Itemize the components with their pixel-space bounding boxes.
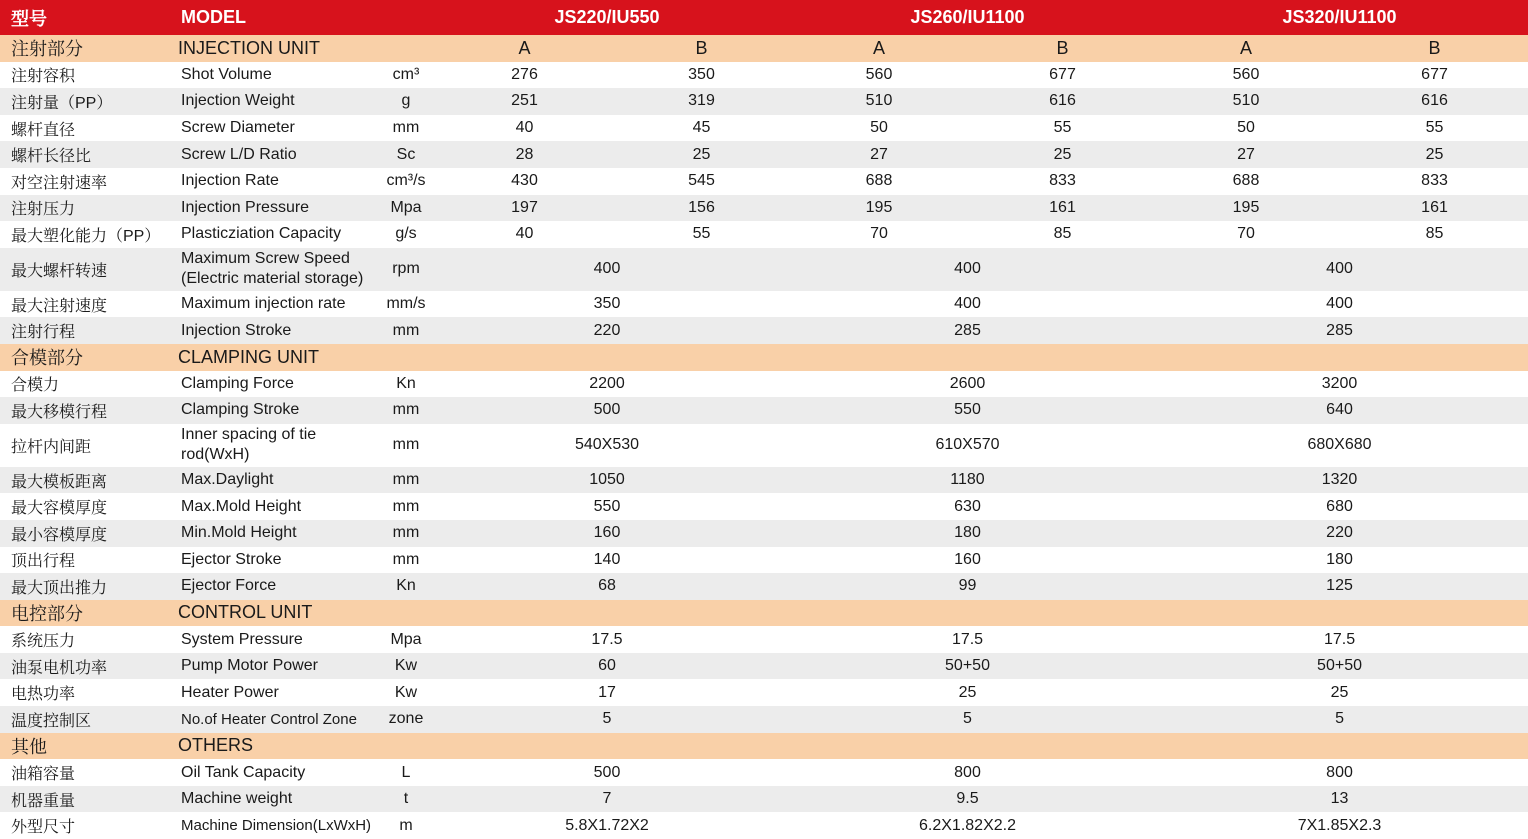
- param-value: 800: [1326, 763, 1353, 781]
- table-row: [0, 62, 1528, 89]
- param-value: 160: [954, 550, 981, 568]
- param-value: 5: [963, 710, 972, 728]
- param-name-en: Ejector Force: [181, 577, 277, 595]
- param-value: 400: [593, 260, 621, 278]
- param-name-zh: 对空注射速率: [11, 174, 108, 192]
- variant-label: A: [518, 37, 531, 58]
- variant-label: B: [1056, 37, 1069, 58]
- param-value: 550: [593, 497, 621, 515]
- param-name-zh: 油泵电机功率: [11, 659, 108, 677]
- header-row: [0, 0, 1528, 35]
- section-fill: [430, 733, 1528, 760]
- param-name-zh: 拉杆内间距: [11, 438, 92, 456]
- param-value: 680: [1326, 497, 1353, 515]
- param-value: 833: [1049, 172, 1076, 190]
- param-value: 17.5: [951, 630, 984, 648]
- param-name-zh: 油箱容量: [11, 766, 76, 784]
- section-row: [0, 35, 1528, 62]
- param-name-zh: 螺杆直径: [11, 121, 76, 139]
- table-row: [0, 759, 1528, 786]
- param-value: 510: [1232, 92, 1260, 110]
- param-value: 510: [865, 92, 893, 110]
- param-value: 195: [1232, 198, 1260, 216]
- param-name-zh: 外型尺寸: [11, 819, 76, 837]
- param-unit: Mpa: [390, 198, 422, 216]
- param-unit: mm: [392, 436, 420, 454]
- param-unit: cm³: [392, 65, 420, 83]
- param-value: 400: [954, 295, 981, 313]
- table-row: [0, 520, 1528, 547]
- param-unit: mm: [392, 524, 420, 542]
- param-unit: Sc: [396, 145, 416, 163]
- param-unit: rpm: [392, 260, 420, 278]
- param-value: 161: [1049, 198, 1076, 216]
- param-value: 550: [954, 401, 981, 419]
- param-value: 50: [1237, 119, 1255, 137]
- section-title-zh: 其他: [11, 736, 47, 757]
- header-model-zh: 型号: [11, 8, 47, 29]
- param-value: 70: [870, 225, 888, 243]
- param-name-en: No.of Heater Control Zone: [181, 710, 357, 728]
- param-value: 27: [1237, 145, 1255, 163]
- header-model-en: MODEL: [181, 7, 246, 27]
- param-value: 50+50: [1317, 657, 1362, 675]
- param-value: 180: [1326, 550, 1353, 568]
- table-row: [0, 248, 1528, 291]
- header-model-2: JS260/IU1100: [910, 7, 1025, 27]
- param-name-zh: 机器重量: [11, 792, 76, 810]
- param-unit: mm: [392, 550, 420, 568]
- param-name-zh: 最大移模行程: [11, 403, 108, 421]
- table-row: [0, 424, 1528, 467]
- param-value: 9.5: [956, 790, 979, 808]
- param-name-zh: 电热功率: [11, 686, 76, 704]
- section-title-en: OTHERS: [178, 735, 254, 756]
- param-value: 833: [1421, 172, 1448, 190]
- section-row: [0, 344, 1528, 371]
- param-name-en: Inner spacing of tie rod(WxH): [181, 426, 317, 464]
- variant-label: B: [1428, 37, 1441, 58]
- param-value: 285: [1326, 321, 1353, 339]
- param-unit: Mpa: [390, 630, 422, 648]
- param-value: 99: [958, 577, 977, 595]
- table-row: [0, 115, 1528, 142]
- section-row: [0, 600, 1528, 627]
- table-row: [0, 706, 1528, 733]
- param-name-en: Injection Rate: [181, 172, 279, 190]
- param-value: 180: [954, 524, 981, 542]
- param-name-zh: 注射行程: [11, 324, 76, 342]
- param-unit: Kw: [394, 657, 418, 675]
- param-name-en: Machine weight: [181, 790, 293, 808]
- variant-label: B: [695, 37, 708, 58]
- param-unit: Kn: [396, 374, 416, 392]
- header-model-1: JS220/IU550: [554, 7, 660, 27]
- param-unit: mm: [392, 321, 420, 339]
- param-name-en: Maximum injection rate: [181, 295, 346, 313]
- table-row: [0, 141, 1528, 168]
- param-name-en: Injection Stroke: [181, 321, 292, 339]
- param-value: 68: [598, 577, 616, 595]
- variant-label: A: [872, 37, 885, 58]
- table-row: [0, 626, 1528, 653]
- table-row: [0, 653, 1528, 680]
- param-value: 1320: [1321, 471, 1358, 489]
- param-value: 677: [1049, 65, 1076, 83]
- param-value: 285: [954, 321, 981, 339]
- param-value: 55: [1053, 119, 1072, 137]
- param-unit: L: [401, 763, 411, 781]
- param-value: 350: [593, 295, 621, 313]
- param-value: 50+50: [945, 657, 990, 675]
- param-value: 17.5: [1323, 630, 1356, 648]
- param-value: 3200: [1321, 374, 1358, 392]
- table-row: [0, 168, 1528, 195]
- param-value: 276: [511, 65, 538, 83]
- param-unit: m: [399, 816, 413, 834]
- param-name-en: Injection Pressure: [181, 198, 310, 216]
- param-unit: g: [401, 92, 411, 110]
- param-value: 50: [870, 119, 888, 137]
- param-value: 400: [1326, 295, 1353, 313]
- section-row: [0, 733, 1528, 760]
- param-value: 40: [515, 119, 534, 137]
- section-title-en: INJECTION UNIT: [178, 37, 320, 58]
- param-value: 140: [593, 550, 621, 568]
- param-value: 350: [688, 65, 715, 83]
- param-unit: mm: [392, 497, 420, 515]
- param-value: 688: [865, 172, 893, 190]
- param-name-en: Maximum Screw Speed (Electric material storage): [181, 250, 364, 288]
- section-title-zh: 注射部分: [11, 39, 83, 60]
- param-name-en: Clamping Force: [181, 374, 294, 392]
- param-value: 677: [1421, 65, 1448, 83]
- table-row: [0, 679, 1528, 706]
- variant-label: A: [1240, 37, 1253, 58]
- param-name-zh: 最小容模厚度: [11, 526, 108, 544]
- param-value: 319: [688, 92, 715, 110]
- param-value: 197: [511, 198, 538, 216]
- table-row: [0, 88, 1528, 115]
- param-value: 5: [602, 710, 612, 728]
- param-value: 630: [954, 497, 981, 515]
- param-name-en: Max.Daylight: [181, 471, 274, 489]
- param-unit: zone: [388, 710, 424, 728]
- section-title-zh: 电控部分: [11, 603, 83, 624]
- header-model-3: JS320/IU1100: [1282, 7, 1397, 27]
- param-unit: t: [403, 790, 409, 808]
- param-name-en: Screw Diameter: [181, 119, 295, 137]
- param-value: 160: [593, 524, 621, 542]
- table-row: [0, 573, 1528, 600]
- param-name-en: Injection Weight: [181, 92, 295, 110]
- param-value: 161: [1421, 198, 1448, 216]
- param-value: 5.8X1.72X2: [565, 816, 649, 834]
- param-value: 560: [865, 65, 893, 83]
- param-value: 25: [692, 145, 711, 163]
- table-row: [0, 291, 1528, 318]
- param-value: 156: [688, 198, 715, 216]
- param-value: 55: [1425, 119, 1444, 137]
- param-name-en: Clamping Stroke: [181, 401, 300, 419]
- table-row: [0, 221, 1528, 248]
- param-name-zh: 螺杆长径比: [11, 148, 92, 166]
- param-value: 28: [515, 145, 534, 163]
- param-value: 680X680: [1307, 436, 1372, 454]
- param-value: 1050: [589, 471, 625, 489]
- param-name-en: Min.Mold Height: [181, 524, 297, 542]
- param-value: 545: [688, 172, 715, 190]
- param-value: 85: [1053, 225, 1072, 243]
- param-unit: Kw: [394, 683, 418, 701]
- param-name-zh: 最大容模厚度: [11, 500, 108, 518]
- param-name-zh: 合模力: [11, 377, 60, 395]
- section-title-zh: 合模部分: [11, 348, 83, 369]
- param-value: 616: [1421, 92, 1448, 110]
- table-row: [0, 786, 1528, 813]
- param-name-zh: 最大顶出推力: [11, 579, 108, 597]
- param-name-en: Plasticziation Capacity: [181, 225, 342, 243]
- param-name-en: System Pressure: [181, 630, 303, 648]
- param-name-en: Max.Mold Height: [181, 497, 302, 515]
- param-value: 640: [1326, 401, 1353, 419]
- section-fill: [430, 344, 1528, 371]
- param-value: 195: [865, 198, 893, 216]
- param-unit: mm: [392, 119, 420, 137]
- param-value: 500: [593, 401, 621, 419]
- param-unit: Kn: [396, 577, 416, 595]
- param-unit: mm: [392, 401, 420, 419]
- param-unit: cm³/s: [386, 172, 426, 190]
- param-name-zh: 系统压力: [11, 633, 76, 651]
- param-value: 220: [593, 321, 621, 339]
- param-value: 5: [1335, 710, 1344, 728]
- param-value: 688: [1232, 172, 1260, 190]
- param-value: 616: [1049, 92, 1076, 110]
- param-name-en: Machine Dimension(LxWxH): [181, 817, 372, 835]
- param-name-zh: 最大塑化能力（PP）: [11, 227, 161, 245]
- param-value: 7: [602, 790, 612, 808]
- param-value: 500: [593, 763, 621, 781]
- table-row: [0, 467, 1528, 494]
- param-name-zh: 最大注射速度: [11, 297, 108, 315]
- table-row: [0, 371, 1528, 398]
- param-value: 125: [1326, 577, 1353, 595]
- table-row: [0, 397, 1528, 424]
- param-unit: mm: [392, 471, 420, 489]
- param-name-en: Heater Power: [181, 683, 279, 701]
- param-value: 540X530: [574, 436, 640, 454]
- param-value: 2200: [589, 374, 625, 392]
- param-value: 40: [515, 225, 534, 243]
- table-row: [0, 547, 1528, 574]
- param-name-en: Oil Tank Capacity: [181, 763, 306, 781]
- section-title-en: CLAMPING UNIT: [178, 346, 320, 367]
- param-value: 1180: [950, 471, 985, 489]
- param-value: 70: [1237, 225, 1255, 243]
- param-value: 25: [1425, 145, 1444, 163]
- param-value: 25: [1053, 145, 1072, 163]
- param-value: 17.5: [591, 630, 623, 648]
- param-value: 400: [1326, 260, 1353, 278]
- param-value: 2600: [949, 374, 986, 392]
- param-unit: g/s: [395, 225, 417, 243]
- section-title-en: CONTROL UNIT: [178, 602, 313, 623]
- param-name-zh: 温度控制区: [11, 712, 92, 730]
- param-value: 55: [692, 225, 711, 243]
- param-name-zh: 最大模板距离: [11, 473, 108, 491]
- param-value: 6.2X1.82X2.2: [919, 816, 1016, 834]
- param-name-zh: 注射量（PP）: [11, 94, 113, 112]
- param-name-zh: 注射容积: [11, 68, 76, 86]
- section-fill: [430, 600, 1528, 627]
- param-name-zh: 注射压力: [11, 201, 76, 219]
- param-value: 25: [958, 683, 977, 701]
- table-row: [0, 812, 1528, 839]
- param-value: 45: [692, 119, 711, 137]
- table-row: [0, 195, 1528, 222]
- param-value: 251: [511, 92, 538, 110]
- param-name-en: Screw L/D Ratio: [181, 145, 297, 163]
- param-value: 27: [870, 145, 888, 163]
- param-value: 17: [598, 683, 616, 701]
- table-row: [0, 493, 1528, 520]
- table-row: [0, 317, 1528, 344]
- param-name-zh: 顶出行程: [11, 553, 76, 571]
- param-name-zh: 最大螺杆转速: [11, 262, 108, 280]
- param-value: 7X1.85X2.3: [1297, 816, 1382, 834]
- param-value: 220: [1326, 524, 1353, 542]
- param-value: 610X570: [935, 436, 1000, 454]
- param-value: 800: [954, 763, 981, 781]
- param-value: 430: [511, 172, 538, 190]
- param-value: 13: [1330, 790, 1349, 808]
- param-name-en: Ejector Stroke: [181, 550, 282, 568]
- param-value: 400: [954, 260, 981, 278]
- param-name-en: Shot Volume: [181, 65, 272, 83]
- param-value: 60: [598, 657, 616, 675]
- param-unit: mm/s: [386, 295, 426, 313]
- param-value: 25: [1330, 683, 1349, 701]
- param-value: 560: [1232, 65, 1260, 83]
- param-name-en: Pump Motor Power: [181, 657, 318, 675]
- param-value: 85: [1425, 225, 1444, 243]
